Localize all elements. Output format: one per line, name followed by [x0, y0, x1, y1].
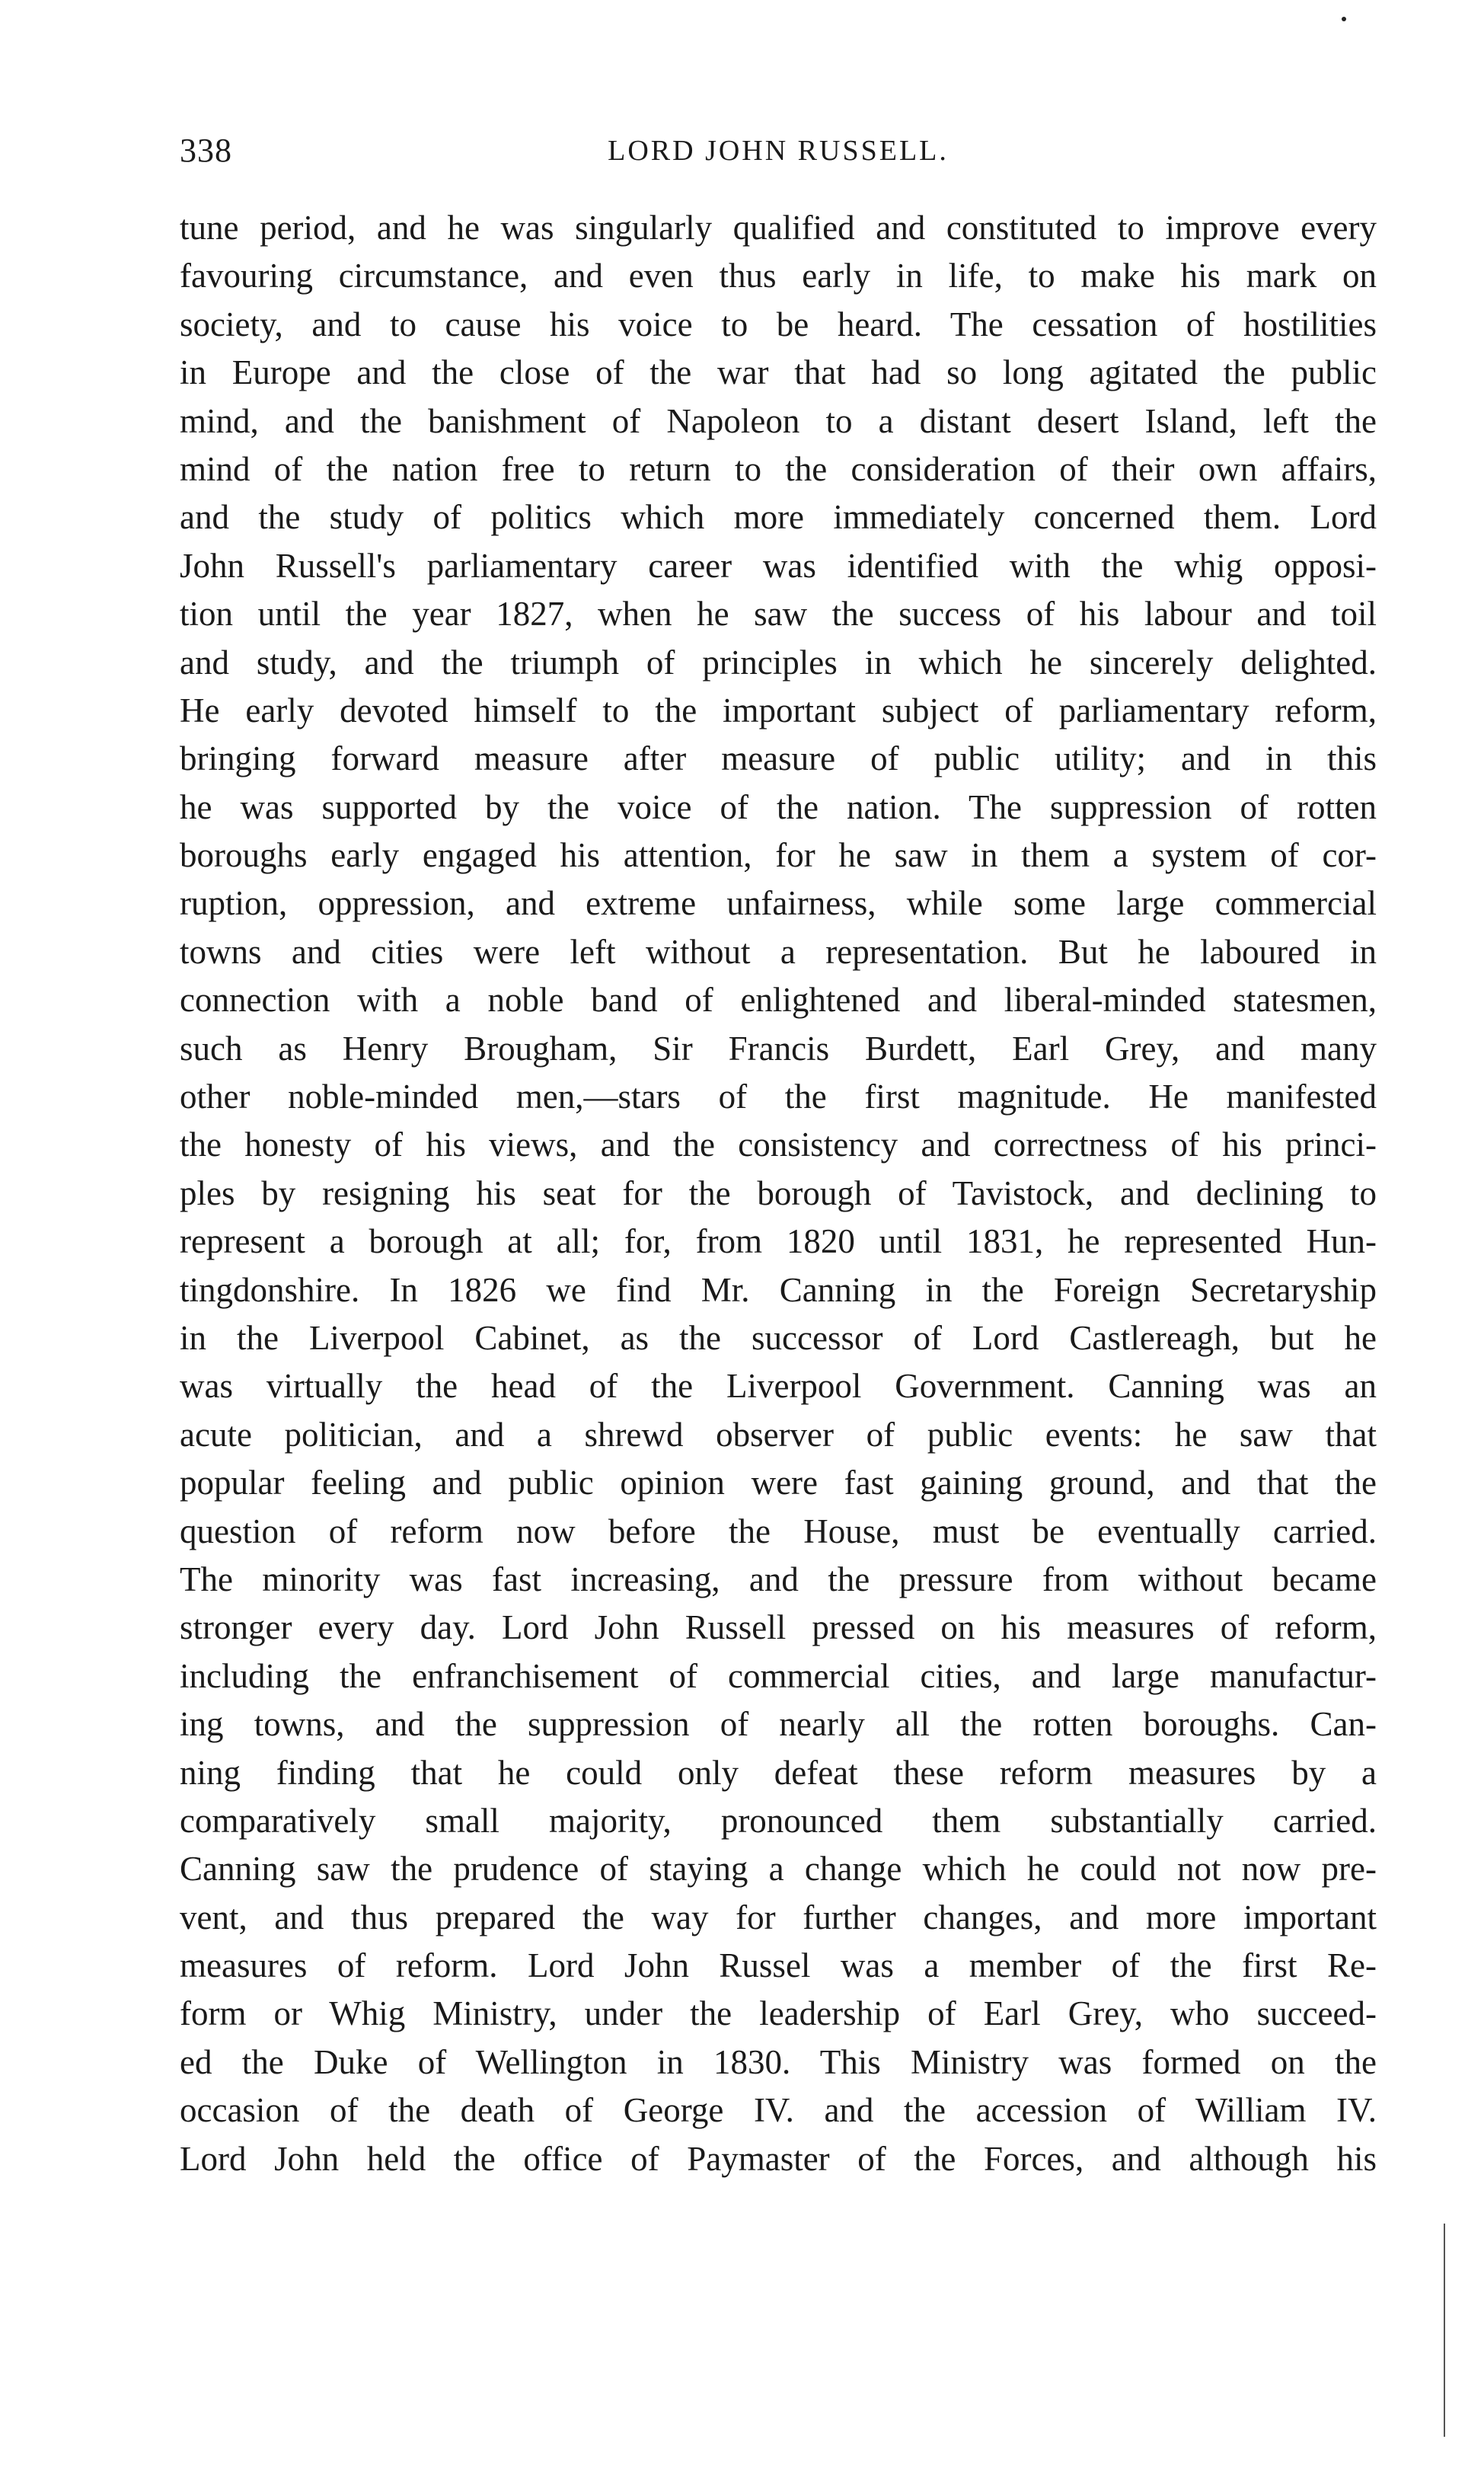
text-line: in the Liverpool Cabinet, as the successor of Lord Castlereagh, but he [180, 1318, 1377, 1357]
text-line: such as Henry Brougham, Sir Francis Burdett, Earl Grey, and many [180, 1029, 1377, 1068]
text-line: stronger every day. Lord John Russell pressed on his measures of reform, [180, 1608, 1377, 1647]
running-title: LORD JOHN RUSSELL. [608, 135, 949, 167]
text-line: ples by resigning his seat for the borough of Tavistock, and declining to [180, 1173, 1377, 1212]
text-line: question of reform now before the House, must be eventually carried. [180, 1512, 1377, 1550]
text-line: represent a borough at all; for, from 1820 until 1831, he represented Hun- [180, 1222, 1377, 1261]
text-line: measures of reform. Lord John Russel was a member of the first Re- [180, 1946, 1377, 1985]
text-line: popular feeling and public opinion were fast gaining ground, and that the [180, 1464, 1377, 1502]
text-line: Lord John held the office of Paymaster of the Forces, and although his [180, 2139, 1377, 2178]
text-line: He early devoted himself to the important subject of parliamentary reform, [180, 691, 1377, 730]
text-line: mind, and the banishment of Napoleon to a distant desert Island, left the [180, 401, 1377, 440]
page-header [180, 128, 1377, 174]
text-line: he was supported by the voice of the nation. The suppression of rotten [180, 787, 1377, 826]
text-line: ning finding that he could only defeat these reform measures by a [180, 1753, 1377, 1792]
text-line: Canning saw the prudence of staying a change which he could not now pre- [180, 1850, 1377, 1889]
text-line: form or Whig Ministry, under the leadership of Earl Grey, who succeed- [180, 1994, 1377, 2033]
text-line: towns and cities were left without a representation. But he laboured in [180, 932, 1377, 971]
text-line: society, and to cause his voice to be heard. The cessation of hostilities [180, 305, 1377, 343]
text-line: connection with a noble band of enlightened and liberal-minded statesmen, [180, 981, 1377, 1020]
text-line: acute politician, and a shrewd observer of public events: he saw that [180, 1415, 1377, 1454]
text-line: The minority was fast increasing, and the pressure from without became [180, 1560, 1377, 1598]
text-line: vent, and thus prepared the way for further changes, and more important [180, 1898, 1377, 1936]
text-line: was virtually the head of the Liverpool Government. Canning was an [180, 1367, 1377, 1406]
text-line: occasion of the death of George IV. and the accession of William IV. [180, 2091, 1377, 2130]
text-line: John Russell's parliamentary career was identified with the whig opposi- [180, 546, 1377, 585]
text-line: and study, and the triumph of principles in which he sincerely delighted. [180, 643, 1377, 682]
text-line: ruption, oppression, and extreme unfairness, while some large commercial [180, 884, 1377, 923]
text-line: the honesty of his views, and the consistency and correctness of his princi- [180, 1125, 1377, 1164]
page-edge-line [1444, 2224, 1445, 2437]
text-line: other noble-minded men,—stars of the first magnitude. He manifested [180, 1078, 1377, 1116]
body-text [180, 204, 1377, 2183]
text-line: mind of the nation free to return to the consideration of their own affairs, [180, 449, 1377, 488]
text-line: bringing forward measure after measure of public utility; and in this [180, 739, 1377, 778]
text-line: ing towns, and the suppression of nearly all the rotten boroughs. Can- [180, 1705, 1377, 1744]
margin-speck [1342, 17, 1346, 21]
text-line: favouring circumstance, and even thus early in life, to make his mark on [180, 257, 1377, 295]
text-line: tune period, and he was singularly qualified and constituted to improve every [180, 209, 1377, 247]
text-line: and the study of politics which more immediately concerned them. Lord [180, 498, 1377, 537]
text-line: ed the Duke of Wellington in 1830. This Ministry was formed on the [180, 2042, 1377, 2081]
text-line: tingdonshire. In 1826 we find Mr. Canning in the Foreign Secretaryship [180, 1270, 1377, 1309]
page-number: 338 [180, 132, 232, 169]
text-line: boroughs early engaged his attention, for he saw in them a system of cor- [180, 836, 1377, 875]
text-line: tion until the year 1827, when he saw the success of his labour and toil [180, 595, 1377, 634]
text-line: including the enfranchisement of commercial cities, and large manufactur- [180, 1656, 1377, 1695]
text-line: in Europe and the close of the war that had so long agitated the public [180, 353, 1377, 392]
text-line: comparatively small majority, pronounced them substantially carried. [180, 1801, 1377, 1840]
